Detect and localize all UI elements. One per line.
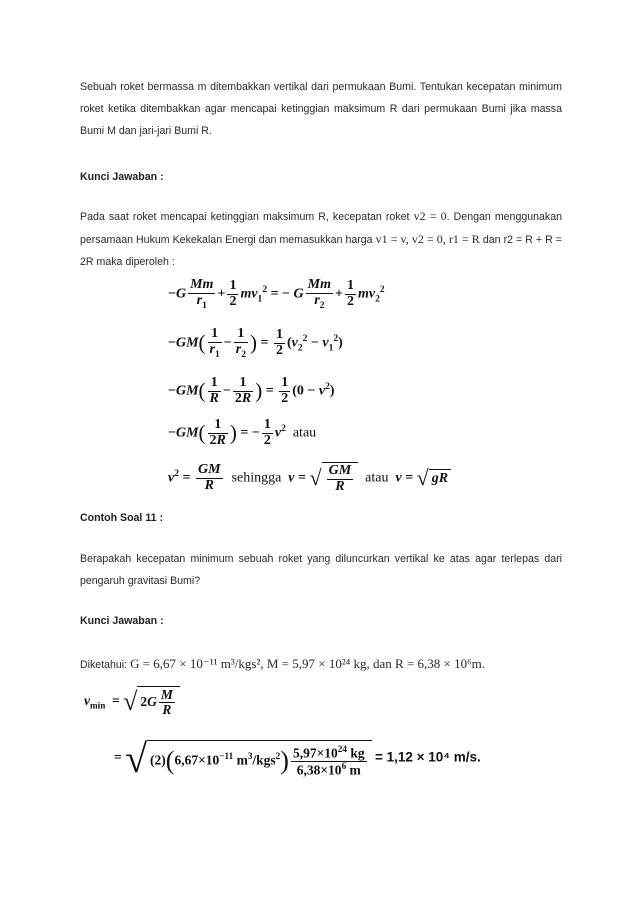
- equation-vmin-formula: $v_{min}$ = √ 2G $\frac{M}{R}$: [84, 686, 180, 717]
- answer-11-known: Diketahui: G = 6,67 × 10⁻¹¹ m³/kgs², M = 5,97 × 10²⁴ kg, dan R = 6,38 × 10⁶m.: [80, 656, 485, 671]
- equation-step-4: −GM( $\frac{1}{2R}$ ) = − $\frac{1}{2}$ $v^2$ atau: [168, 417, 317, 448]
- equation-vmin-substitution: = √ $(2)(6,67\times 10^{-11}$ $m^3/kgs^2$) $\frac{5,97\times 10^{24} kg}{6,38\times 10^6 m}$ = 1,12 × 10⁴ m/s.: [114, 736, 481, 781]
- equation-energy-conservation: −G $\frac{Mm}{r_1}$ + $\frac{1}{2}$ $mv_1^2$ = − G $\frac{Mm}{r_2}$ + $\frac{1}{2}$ $mv_2^2$: [168, 277, 385, 311]
- vmin-result: = 1,12 × 10⁴ m/s.: [374, 749, 481, 765]
- equation-step-3: −GM( $\frac{1}{R}$ − $\frac{1}{2R}$ ) = $\frac{1}{2}$ $(0 - v^2)$: [168, 375, 335, 406]
- example-11-text: Berapakah kecepatan minimum sebuah roket yang diluncurkan vertikal ke atas agar terlepas dari pengaruh gravitasi Bumi?: [80, 553, 562, 587]
- answer-11-heading: Kunci Jawaban :: [80, 615, 164, 627]
- v2-zero: v2 = 0: [413, 209, 447, 223]
- problem-10-text: Sebuah roket bermassa m ditembakkan vertikal dari permukaan Bumi. Tentukan kecepatan minimum roket ketika ditembakkan agar mencapai ketinggian maksimum R dari permukaan Bumi jika massa Bumi M dan jari-jari Bumi R.: [80, 81, 562, 137]
- substitution-values: v1 = v, v2 = 0, r1 = R: [375, 232, 480, 246]
- answer-10-heading: Kunci Jawaban :: [80, 171, 164, 183]
- example-11-heading: Contoh Soal 11 :: [80, 512, 163, 524]
- equation-step-2: −GM( $\frac{1}{r_1}$ − $\frac{1}{r_2}$ ) = $\frac{1}{2}$ $(v_2^2 - v_1^2)$: [168, 326, 343, 360]
- known-values: G = 6,67 × 10⁻¹¹ m³/kgs², M = 5,97 × 10²⁴ kg, dan R = 6,38 × 10⁶m.: [130, 656, 485, 671]
- equation-result-v: $v^2$ = $\frac{GM}{R}$ sehingga v = √ $\frac{GM}{R}$ atau v = √ gR: [168, 462, 451, 494]
- answer-10-intro: Pada saat roket mencapai ketinggian maksimum R, kecepatan roket v2 = 0. Dengan menggunakan persamaan Hukum Kekekalan Energi dan memasukkan harga v1 = v, v2 = 0, r1 = R dan r2 = R + R = 2R maka diperoleh :: [80, 209, 562, 268]
- r2-value: r2 = R + R = 2R: [80, 234, 562, 268]
